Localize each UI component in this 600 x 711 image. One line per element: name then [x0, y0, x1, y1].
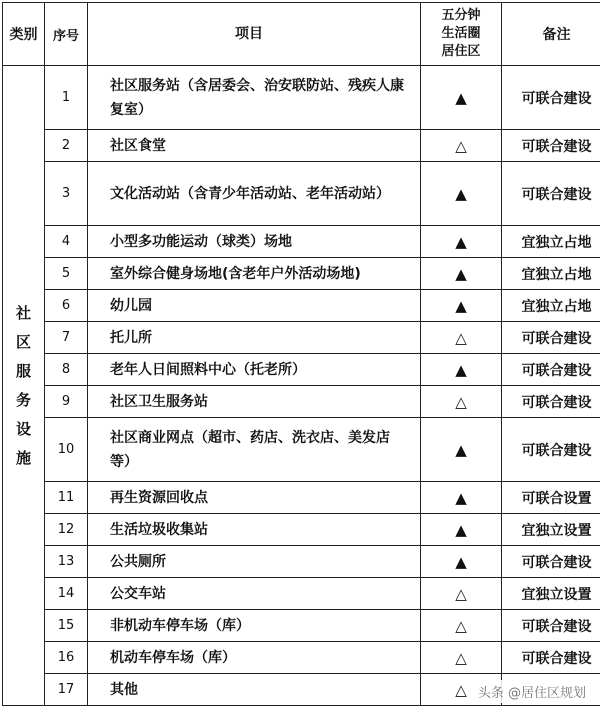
category-char: 区	[15, 332, 31, 351]
category-char: 服	[15, 361, 31, 380]
category-char: 务	[15, 390, 31, 409]
hollow-triangle-icon: △	[421, 674, 502, 706]
table-row	[3, 546, 600, 578]
header-category: 类别	[3, 3, 45, 66]
table-row	[3, 386, 600, 418]
row-number: 9	[45, 386, 88, 418]
filled-triangle-icon: ▲	[421, 162, 502, 226]
hollow-triangle-icon: △	[421, 578, 502, 610]
row-number: 17	[45, 674, 88, 706]
row-item: 老年人日间照料中心（托老所）	[88, 354, 421, 386]
hollow-triangle-icon: △	[421, 322, 502, 354]
table-row	[3, 642, 600, 674]
row-item: 再生资源回收点	[88, 482, 421, 514]
row-item: 托儿所	[88, 322, 421, 354]
header-note: 备注	[502, 3, 600, 66]
row-number: 14	[45, 578, 88, 610]
row-number: 16	[45, 642, 88, 674]
header-number: 序号	[45, 3, 88, 66]
hollow-triangle-icon: △	[421, 610, 502, 642]
row-note: 可联合建设	[502, 130, 600, 162]
row-item: 公共厕所	[88, 546, 421, 578]
row-note: 可联合建设	[502, 610, 600, 642]
row-note: 宜独立设置	[502, 578, 600, 610]
filled-triangle-icon: ▲	[421, 546, 502, 578]
category-char: 设	[15, 419, 31, 438]
row-item: 文化活动站（含青少年活动站、老年活动站）	[88, 162, 421, 226]
row-item: 公交车站	[88, 578, 421, 610]
row-number: 3	[45, 162, 88, 226]
row-note: 宜独立占地	[502, 226, 600, 258]
hollow-triangle-icon: △	[421, 642, 502, 674]
filled-triangle-icon: ▲	[421, 354, 502, 386]
row-item: 生活垃圾收集站	[88, 514, 421, 546]
hollow-triangle-icon: △	[421, 130, 502, 162]
row-number: 4	[45, 226, 88, 258]
row-item: 室外综合健身场地(含老年户外活动场地)	[88, 258, 421, 290]
filled-triangle-icon: ▲	[421, 290, 502, 322]
filled-triangle-icon: ▲	[421, 66, 502, 130]
row-item: 社区商业网点（超市、药店、洗衣店、美发店等）	[88, 418, 421, 482]
table-row	[3, 514, 600, 546]
table-row	[3, 258, 600, 290]
table-row	[3, 418, 600, 482]
row-number: 10	[45, 418, 88, 482]
table-row	[3, 354, 600, 386]
row-number: 7	[45, 322, 88, 354]
row-number: 8	[45, 354, 88, 386]
row-number: 2	[45, 130, 88, 162]
row-note: 可联合建设	[502, 354, 600, 386]
filled-triangle-icon: ▲	[421, 482, 502, 514]
row-number: 1	[45, 66, 88, 130]
category-cell	[3, 66, 45, 706]
row-note: 宜独立设置	[502, 514, 600, 546]
category-char: 施	[15, 448, 31, 467]
row-note: 可联合建设	[502, 546, 600, 578]
table-row	[3, 66, 600, 130]
row-note: 可联合建设	[502, 386, 600, 418]
row-number: 11	[45, 482, 88, 514]
filled-triangle-icon: ▲	[421, 258, 502, 290]
row-note: 可联合建设	[502, 162, 600, 226]
row-note: 宜独立占地	[502, 290, 600, 322]
table-row	[3, 130, 600, 162]
row-number: 13	[45, 546, 88, 578]
row-note: 可联合建设	[502, 66, 600, 130]
header-row	[3, 3, 600, 66]
row-item: 机动车停车场（库）	[88, 642, 421, 674]
row-note: 可联合建设	[502, 418, 600, 482]
row-note: 宜独立占地	[502, 258, 600, 290]
header-five-min-line: 生活圈	[441, 26, 481, 41]
table-row	[3, 482, 600, 514]
table-row	[3, 610, 600, 642]
row-item: 社区服务站（含居委会、治安联防站、残疾人康复室）	[88, 66, 421, 130]
row-note: 可联合设置	[502, 482, 600, 514]
row-item: 非机动车停车场（库）	[88, 610, 421, 642]
watermark-label: 头条 @居住区规划	[474, 680, 590, 703]
table-row	[3, 290, 600, 322]
facilities-table	[2, 2, 600, 706]
row-item: 社区卫生服务站	[88, 386, 421, 418]
row-number: 15	[45, 610, 88, 642]
row-item: 社区食堂	[88, 130, 421, 162]
header-five-min	[421, 3, 502, 66]
row-item: 其他	[88, 674, 421, 706]
table-row	[3, 322, 600, 354]
row-item: 小型多功能运动（球类）场地	[88, 226, 421, 258]
row-note: 可联合建设	[502, 642, 600, 674]
filled-triangle-icon: ▲	[421, 418, 502, 482]
row-number: 5	[45, 258, 88, 290]
filled-triangle-icon: ▲	[421, 226, 502, 258]
row-note: 可联合建设	[502, 322, 600, 354]
hollow-triangle-icon: △	[421, 386, 502, 418]
row-number: 12	[45, 514, 88, 546]
row-number: 6	[45, 290, 88, 322]
category-char: 社	[15, 303, 31, 322]
header-five-min-line: 五分钟	[441, 8, 481, 23]
table-row	[3, 162, 600, 226]
header-item: 项目	[88, 3, 421, 66]
header-five-min-line: 居住区	[441, 44, 481, 59]
row-item: 幼儿园	[88, 290, 421, 322]
table-row	[3, 226, 600, 258]
filled-triangle-icon: ▲	[421, 514, 502, 546]
table-row	[3, 578, 600, 610]
